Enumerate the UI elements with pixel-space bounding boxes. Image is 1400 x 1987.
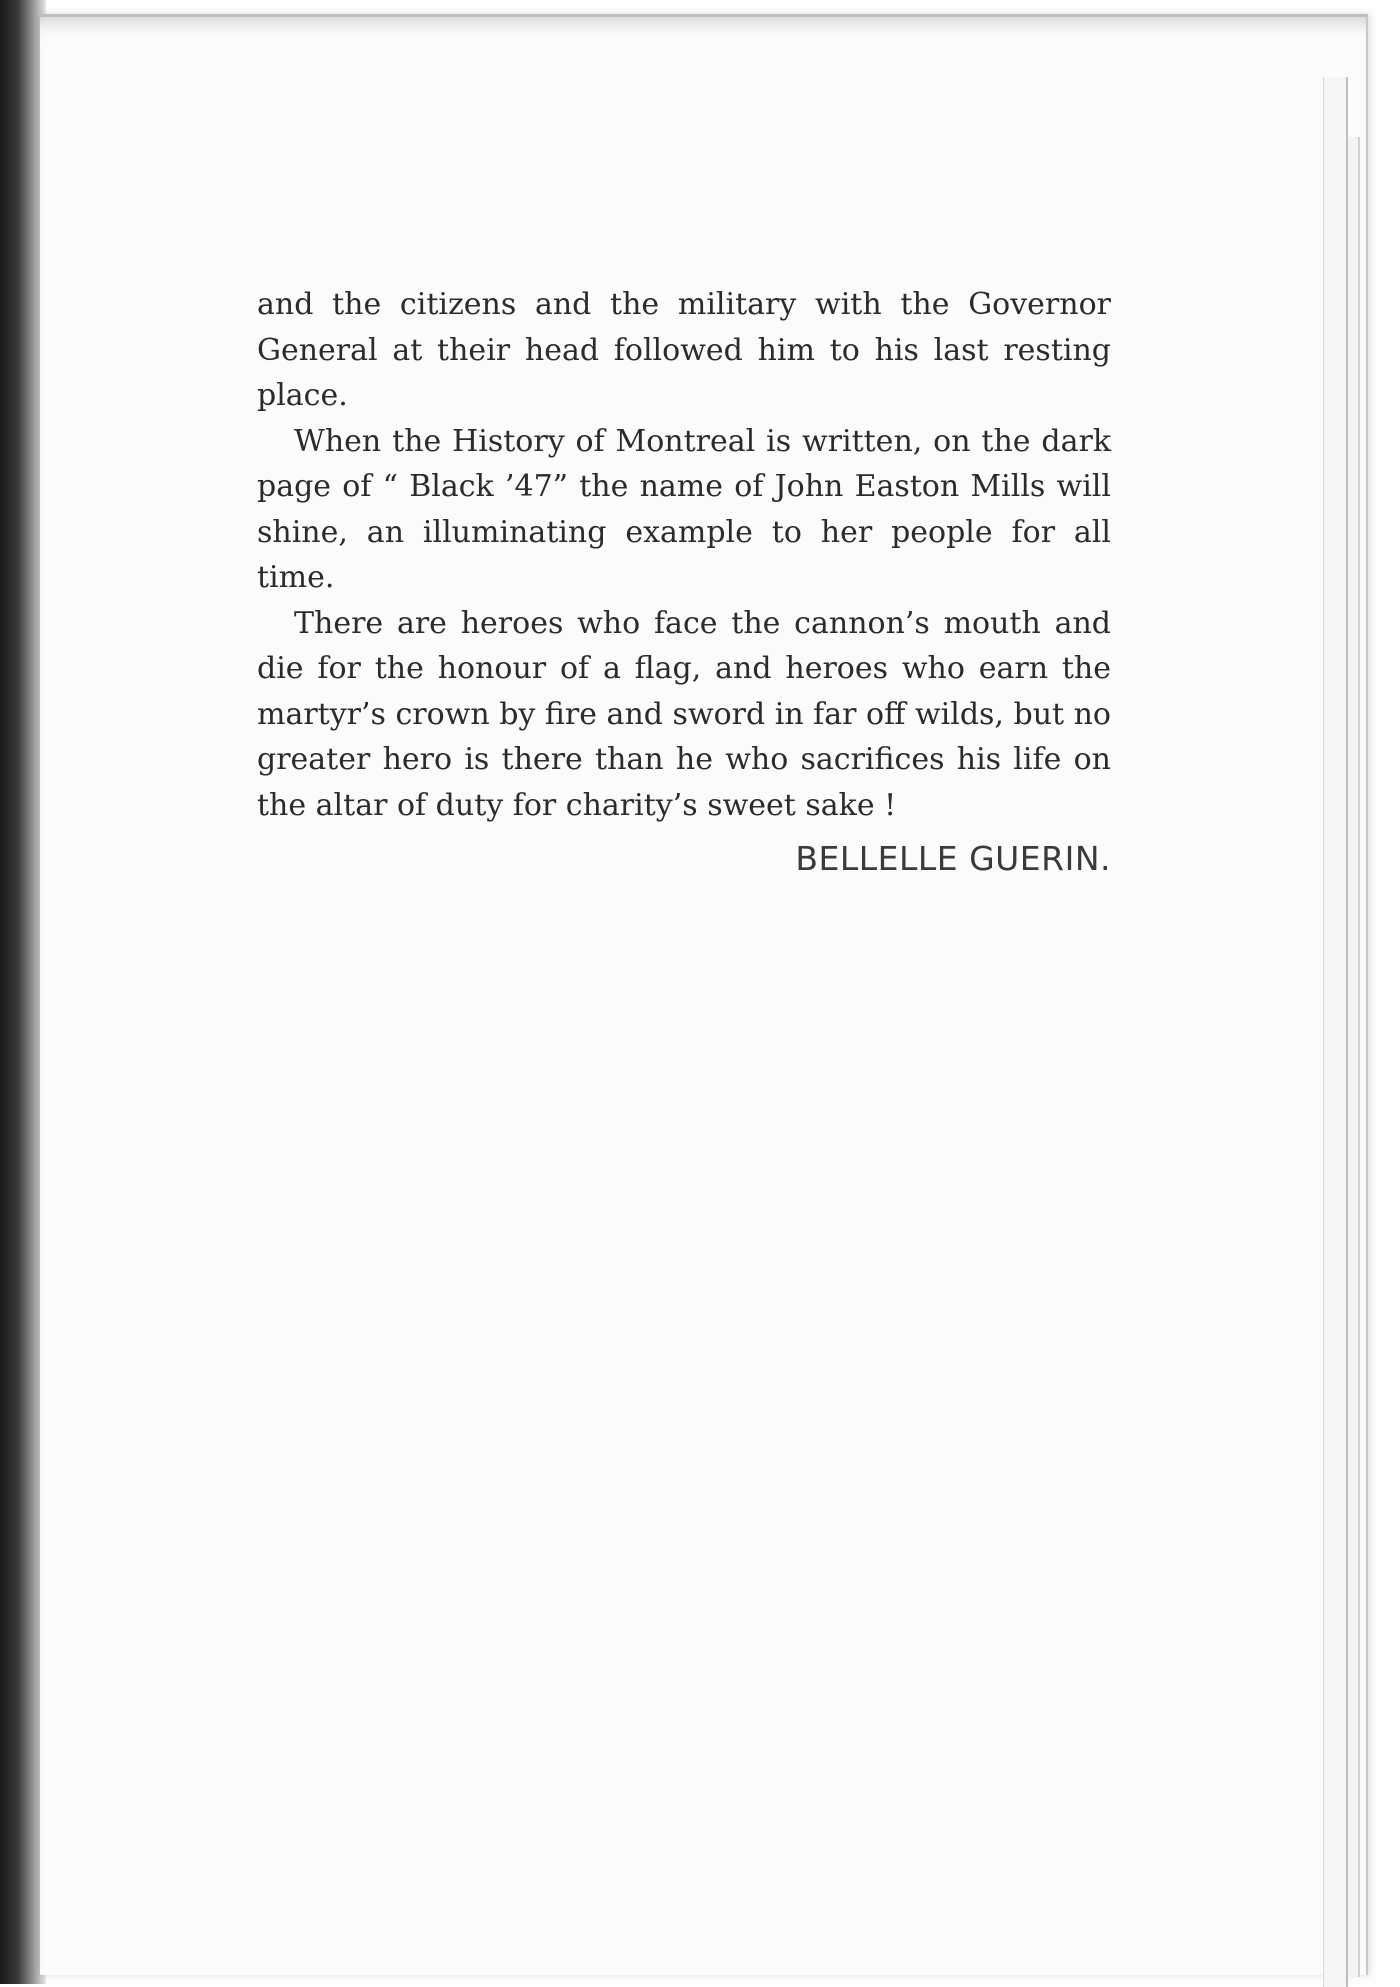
paragraph-heroes: There are heroes who face the cannon’s mouth and die for the honour of a flag, and heroes who earn the martyr’s crown by fire and sword in far off wilds, but no greater hero is there than he who sacrifices his life on the altar of duty for charity’s sweet sake ! <box>257 605 1111 823</box>
author-signature: BELLELLE GUERIN. <box>795 839 1111 878</box>
paragraph-continuation: and the citizens and the military with the Governor General at their head followed him to his last resting place. <box>257 287 1111 413</box>
body-text <box>257 282 1111 882</box>
page-edge-outer <box>1348 137 1360 1977</box>
page-edge <box>1323 77 1348 1987</box>
paragraph-history-of-montreal: When the History of Montreal is written, on the dark page of “ Black ’47” the name of John Easton Mills will shine, an illuminating example to her people for all time. <box>257 423 1111 595</box>
